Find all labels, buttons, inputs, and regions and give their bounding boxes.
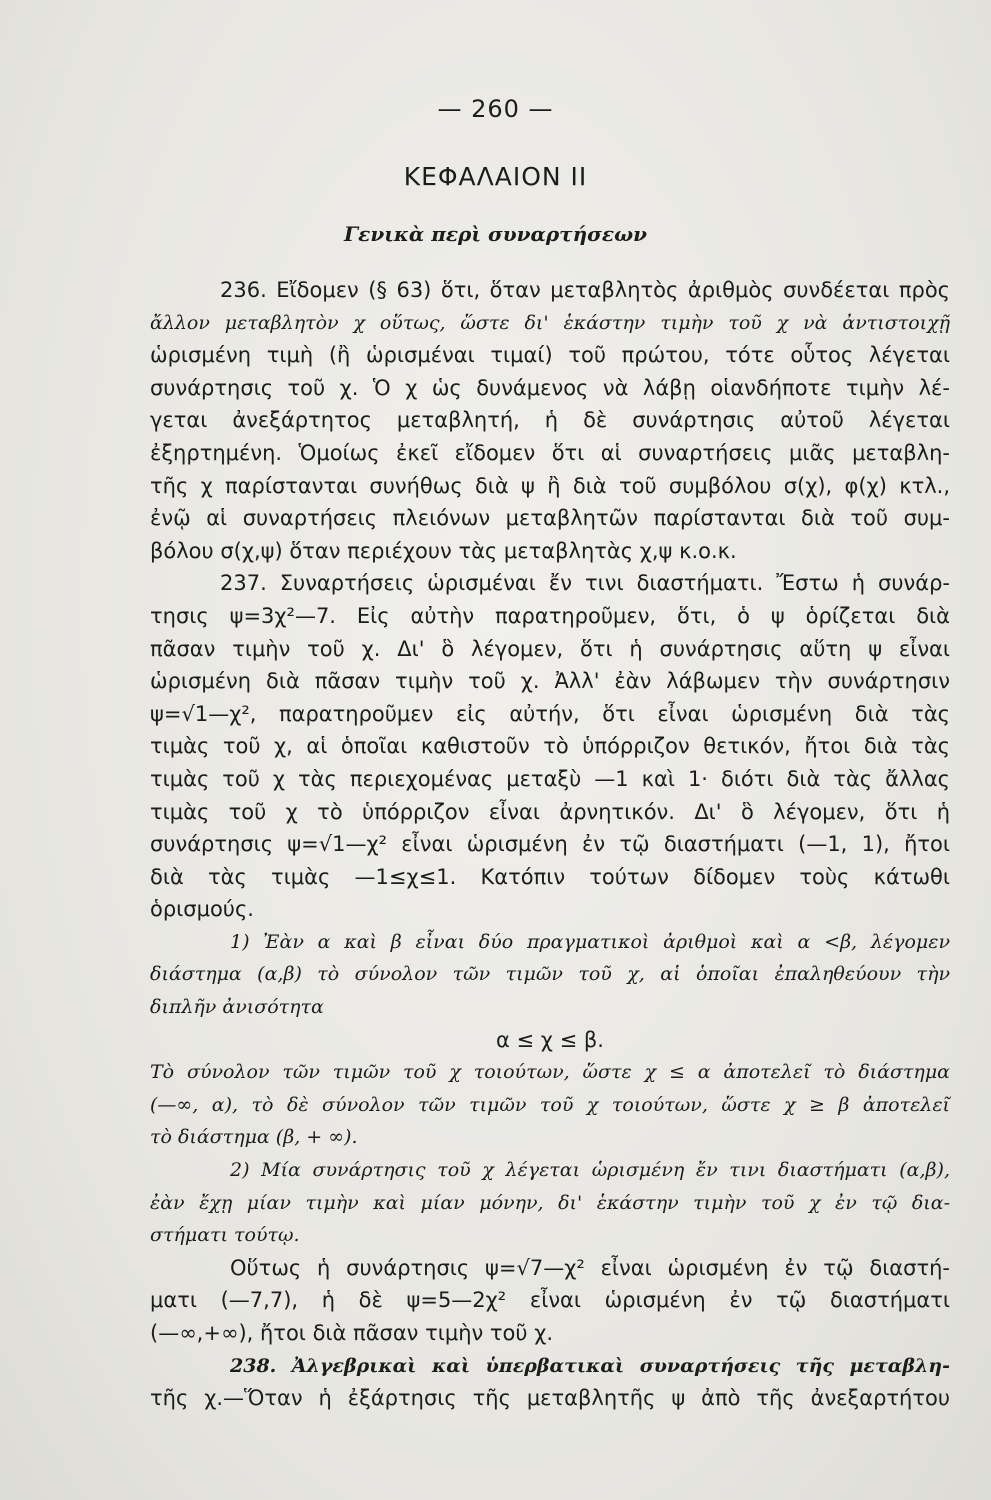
- section-heading-238: 238. Ἀλγεβρικαὶ καὶ ὑπερβατικαὶ συναρτήσεις τῆς μεταβλη-: [230, 1354, 950, 1377]
- text-line: ὡρισμένη διὰ πᾶσαν τιμὴν τοῦ χ. Ἀλλ' ἐὰν λάβωμεν τὴν συνάρτησιν: [150, 669, 950, 694]
- text-line: ψ=√1—χ², παρατηροῦμεν εἰς αὐτήν, ὅτι εἶναι ὡρισμένη διὰ τὰς: [150, 701, 950, 726]
- text-line: διὰ τὰς τιμὰς —1≤χ≤1. Κατόπιν τούτων δίδομεν τοὺς κάτωθι: [150, 864, 950, 889]
- text-line: συνάρτησις τοῦ χ. Ὁ χ ὡς δυνάμενος νὰ λάβῃ οἱανδήποτε τιμὴν λέ-: [150, 375, 950, 400]
- text-line: Τὸ σύνολον τῶν τιμῶν τοῦ χ τοιούτων, ὥστε χ ≤ α ἀποτελεῖ τὸ διάστημα: [150, 1061, 950, 1084]
- body-text: [150, 274, 950, 1415]
- text-line: τὸ διάστημα (β, + ∞).: [150, 1126, 358, 1149]
- text-line: ματι (—7,7), ἡ δὲ ψ=5—2χ² εἶναι ὡρισμένη ἐν τῷ διαστήματι: [150, 1288, 950, 1313]
- definition-2: 2) Μία συνάρτησις τοῦ χ λέγεται ὡρισμένη ἔν τινι διαστήματι (α,β),: [230, 1159, 950, 1182]
- text-line: τῆς χ.—Ὅταν ἡ ἐξάρτησις τῆς μεταβλητῆς ψ ἀπὸ τῆς ἀνεξαρτήτου: [150, 1386, 950, 1411]
- text-line: τησις ψ=3χ²—7. Εἰς αὐτὴν παρατηροῦμεν, ὅτι, ὁ ψ ὁρίζεται διὰ: [150, 603, 950, 628]
- text-line: Οὕτως ἡ συνάρτησις ψ=√7—χ² εἶναι ὡρισμένη ἐν τῷ διαστή-: [230, 1255, 950, 1280]
- text-line: (—∞,+∞), ἤτοι διὰ πᾶσαν τιμὴν τοῦ χ.: [150, 1321, 554, 1345]
- text-line: ὁρισμούς.: [150, 897, 254, 922]
- text-line: στήματι τούτῳ.: [150, 1224, 300, 1247]
- text-line: βόλου σ(χ,ψ) ὅταν περιέχουν τὰς μεταβλητὰς χ,ψ κ.ο.κ.: [150, 538, 737, 563]
- text-line: συνάρτησις ψ=√1—χ² εἶναι ὡρισμένη ἐν τῷ διαστήματι (—1, 1), ἤτοι: [150, 832, 950, 857]
- text-line: τιμὰς τοῦ χ τὸ ὑπόρριζον εἶναι ἀρνητικόν. Δι' ὃ λέγομεν, ὅτι ἡ: [150, 799, 950, 824]
- text-line: ἐνῷ αἱ συναρτήσεις πλειόνων μεταβλητῶν παρίστανται διὰ τοῦ συμ-: [150, 506, 950, 531]
- chapter-title: ΚΕΦΑΛΑΙΟΝ ΙΙ: [403, 162, 588, 191]
- text-line: γεται ἀνεξάρτητος μεταβλητή, ἡ δὲ συνάρτησις αὐτοῦ λέγεται: [150, 408, 950, 433]
- text-line: διάστημα (α,β) τὸ σύνολον τῶν τιμῶν τοῦ χ, αἱ ὁποῖαι ἐπαληθεύουν τὴν: [150, 963, 950, 986]
- text-line: ὡρισμένη τιμὴ (ἢ ὡρισμέναι τιμαί) τοῦ πρώτου, τότε οὗτος λέγεται: [150, 343, 950, 368]
- text-line: ἐὰν ἔχῃ μίαν τιμὴν καὶ μίαν μόνην, δι' ἑκάστην τιμὴν τοῦ χ ἐν τῷ δια-: [150, 1191, 950, 1214]
- text-line: ἄλλον μεταβλητὸν χ οὕτως, ὥστε δι' ἑκάστην τιμὴν τοῦ χ νὰ ἀντιστοιχῇ: [150, 311, 950, 334]
- text-line: τιμὰς τοῦ χ τὰς περιεχομένας μεταξὺ —1 καὶ 1· διότι διὰ τὰς ἄλλας: [150, 766, 950, 791]
- text-line: ἐξηρτημένη. Ὁμοίως ἐκεῖ εἴδομεν ὅτι αἱ συναρτήσεις μιᾶς μεταβλη-: [150, 440, 950, 465]
- section-heading-237: 237. Συναρτήσεις ὡρισμέναι ἔν τινι διαστήματι. Ἔστω ἡ συνάρ-: [220, 571, 950, 596]
- definition-1: 1) Ἐὰν α καὶ β εἶναι δύο πραγματικοὶ ἀριθμοὶ καὶ α <β, λέγομεν: [230, 930, 950, 953]
- text-line: τιμὰς τοῦ χ, αἱ ὁποῖαι καθιστοῦν τὸ ὑπόρριζον θετικόν, ἤτοι διὰ τὰς: [150, 734, 950, 759]
- chapter-subtitle: Γενικὰ περὶ συναρτήσεων: [343, 222, 647, 246]
- text-line: πᾶσαν τιμὴν τοῦ χ. Δι' ὃ λέγομεν, ὅτι ἡ συνάρτησις αὕτη ψ εἶναι: [150, 636, 950, 661]
- text-line: διπλῆν ἀνισότητα: [150, 996, 324, 1019]
- inequality: α ≤ χ ≤ β.: [496, 1027, 604, 1052]
- page-number: — 260 —: [437, 95, 554, 123]
- text-line: 236. Εἴδομεν (§ 63) ὅτι, ὅταν μεταβλητὸς ἀριθμὸς συνδέεται πρὸς: [220, 278, 950, 302]
- text-line: τῆς χ παρίστανται συνήθως διὰ ψ ἢ διὰ τοῦ συμβόλου σ(χ), φ(χ) κτλ.,: [150, 473, 950, 498]
- text-line: (—∞, α), τὸ δὲ σύνολον τῶν τιμῶν τοῦ χ τοιούτων, ὥστε χ ≥ β ἀποτελεῖ: [150, 1093, 950, 1116]
